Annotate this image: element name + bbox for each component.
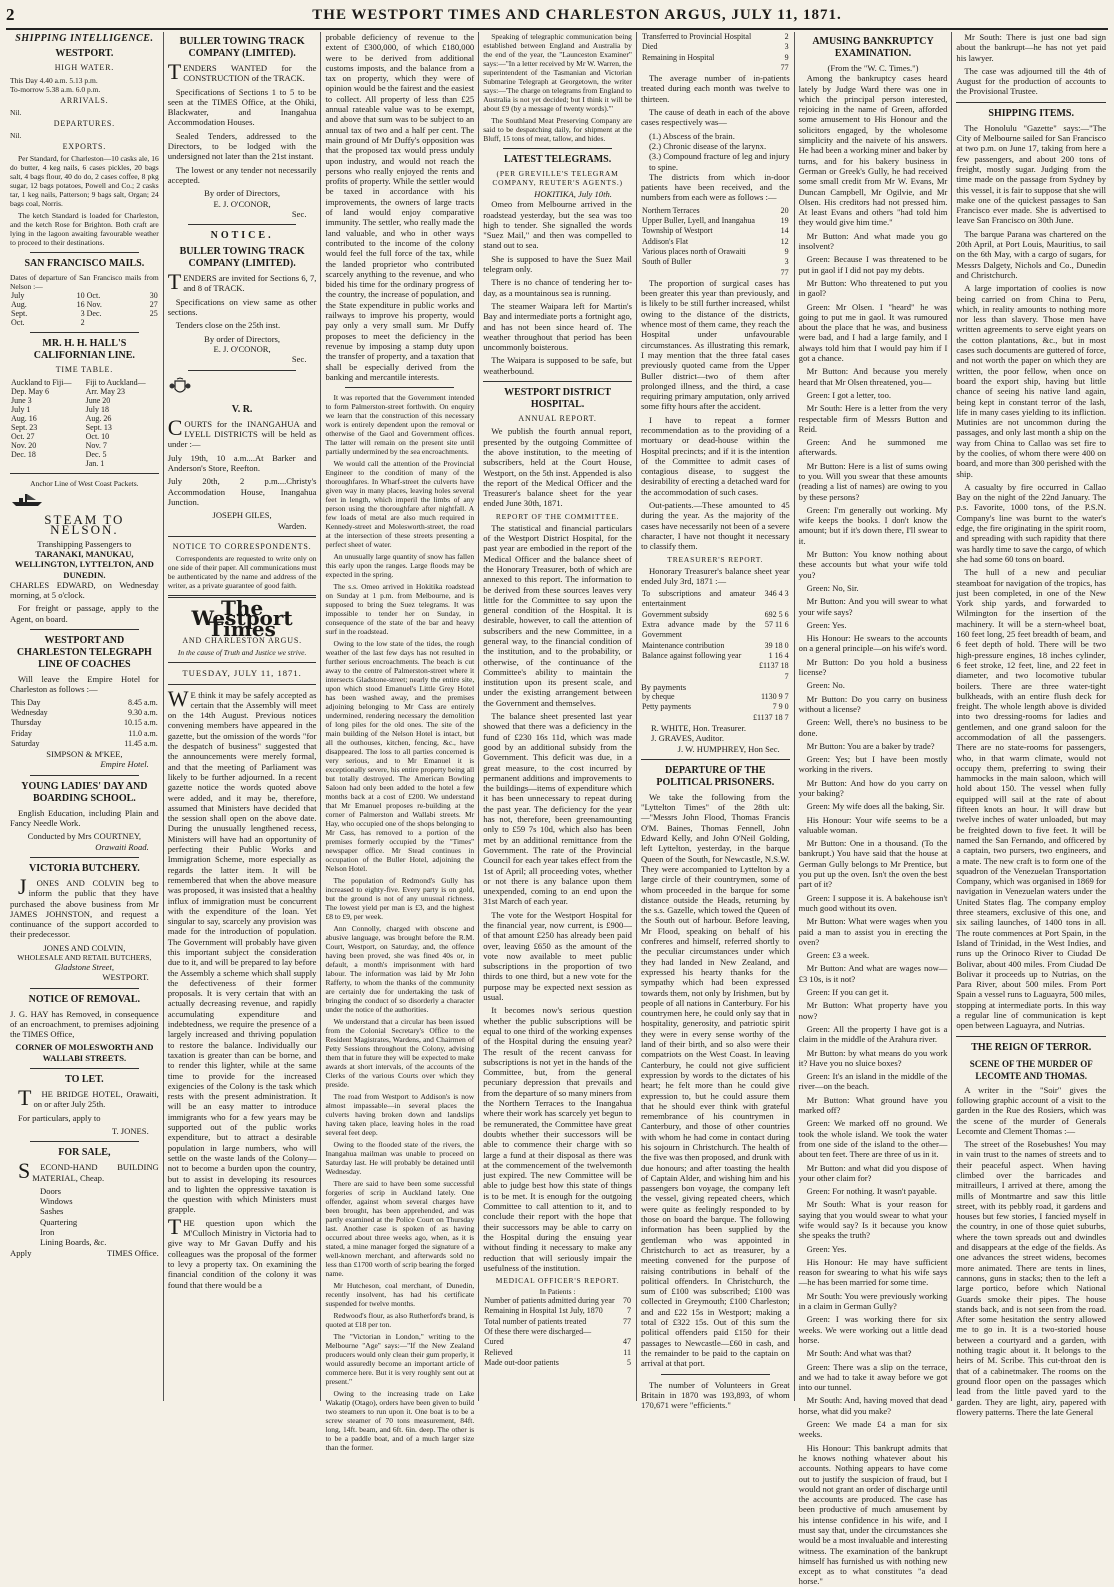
dialog-line: Mr Button: And because you merely heard that Mr Olsen threatened, you— bbox=[798, 366, 948, 387]
greville-credit: (PER GREVILLE'S TELEGRAM COMPANY, REUTER'S AGENTS.) bbox=[492, 169, 623, 187]
masthead-title: THE WESTPORT TIMES AND CHARLESTON ARGUS, JULY 11, 1871. bbox=[312, 6, 842, 23]
white-sig: R. WHITE, Hon. Treasurer. bbox=[650, 723, 747, 733]
hospital-paragraph: It becomes now's serious question whether the public subscriptions will be equal to one third of the working expenses of the Hospital during the ensuing year? The result of the recent canvass for subscriptions is not yet in the hands of the Committee, but, from the general pecuniary depression that prevails and from the departure of so many miners from the Northern Terraces to the Inangahua where their work has scarcely yet begun to be remunerated, the Committee have great doubts whether their successors will be able to commence their charge with so large a fund at their disposal as there was at the commencement of the twelvemonth just expired. The new Committee will be able to judge best how this state of things is to be met. It is enough for the outgoing Committee to call attention to it, and to conclude their report with the hope that their successors may be able to carry on the Hospital during the ensuing year without finding it necessary to make any reduction that will seriously impair the usefulness of the institution. bbox=[483, 1005, 632, 1273]
news-item: The Southland Meat Preserving Company are said to be despatching daily, for shipment at the Bluff, 15 tons of meat, tallow, and hides. bbox=[483, 116, 632, 143]
steam-to-nelson: STEAM TO NELSON. bbox=[44, 512, 125, 538]
list-item: (3.) Compound fracture of leg and injury to spine. bbox=[648, 151, 790, 172]
by-order-2: By order of Directors, bbox=[204, 333, 281, 344]
divider bbox=[30, 775, 139, 776]
dialog-line: Mr South: And, having moved that dead horse, what did you make? bbox=[798, 1395, 948, 1416]
giles-sig: JOSEPH GILES, bbox=[212, 510, 272, 521]
dialog-line: Green: Mr Olsen. I "heard" he was going to put me in gaol. It was rumoured about the place that he was, and business were bad, and I had a large family, and I always told him that I would pay him if I got a chance. bbox=[798, 301, 948, 364]
table-row: Relieved 11 bbox=[484, 1347, 631, 1357]
gladstone-sig: Gladstone Street, bbox=[54, 961, 115, 972]
table-row: Oct. 2 bbox=[11, 318, 85, 328]
dialog-line: Green: We made £4 a man for six weeks. bbox=[798, 1419, 948, 1440]
leader-paragraph-2: THE question upon which the M'Culloch Ministry in Victoria had to give way to Mr Gavan Duffy and his colleagues was the proposal of the former to levy a property tax. On examining the financial condition of the colony it was found that there would be a bbox=[167, 1213, 317, 1290]
wholesale-sig: WHOLESALE AND RETAIL BUTCHERS, bbox=[17, 952, 152, 962]
correspondents-text: Correspondents are requested to write only on one side of their paper. All communications must be authenticated by the name and address of the writer, as a private guarantee of good faith. bbox=[167, 554, 317, 591]
sealed-tenders-text: Sealed Tenders, addressed to the Directors, to be lodged with the undersigned not later than the 21st instant. bbox=[167, 130, 317, 162]
list-item: Iron bbox=[40, 1227, 55, 1238]
dialog-line: Green: We marked off no ground. We took the whole island. We took the water from one side of the island to the other—about ten feet. There are three of us in it. bbox=[798, 1118, 948, 1160]
dialog-line: Mr South: Here is a letter from the very respectable firm of Messrs Button and Reid. bbox=[798, 403, 948, 434]
dialog-line: His Honour: He may have sufficient reason for swearing to what his wife says—he has been married for some time. bbox=[798, 1256, 948, 1288]
dialog-line: Green: It's an island in the middle of the river—on the beach. bbox=[798, 1071, 948, 1092]
annual-report-heading: ANNUAL REPORT. bbox=[518, 414, 597, 424]
terror-paragraph: A writer in the "Soir" gives the following graphic account of a visit to the garden in the Rue des Rosiers, which was the scene of the murder of Generals Lecomte and Clement Thomas :— bbox=[956, 1084, 1107, 1136]
table-row: Of these there were discharged— bbox=[484, 1326, 592, 1336]
table-row: Government subsidy 692 5 6 bbox=[641, 609, 789, 619]
bankruptcy-source: (From the "W. C. Times.") bbox=[827, 63, 919, 73]
table-row: Transferred to Provincial Hospital 2 bbox=[641, 32, 789, 41]
apply-label: Apply bbox=[10, 1247, 32, 1258]
table-row: Maintenance contribution 39 18 0 bbox=[641, 640, 789, 650]
transhipping: Transhipping Passengers to bbox=[37, 538, 132, 549]
table-row: Died 3 bbox=[641, 42, 789, 52]
table-row: £1137 18 7 bbox=[752, 712, 789, 722]
dialog-line: Mr Button: And what made you go insolvent? bbox=[798, 230, 948, 252]
list-item: (1.) Abscess of the brain. bbox=[648, 130, 735, 141]
divider bbox=[30, 1068, 139, 1069]
dialog-line: Mr Button: What ground have you marked off? bbox=[798, 1094, 948, 1116]
murder-scene-heading: SCENE OF THE MURDER OF LECOMTE AND THOMAS. bbox=[969, 1058, 1093, 1081]
table-row: June 3 June 20 bbox=[11, 395, 111, 405]
tenders-close: Tenders close on the 25th inst. bbox=[175, 320, 281, 331]
column-3 bbox=[321, 32, 479, 1453]
telegram-item: There is no chance of tendering her to-day, as a mountainous sea is running. bbox=[483, 277, 632, 298]
divider bbox=[30, 1141, 139, 1142]
departure-heading: DEPARTURE OF THE POLITICAL PRISONERS. bbox=[656, 764, 775, 788]
table-row: Addison's Flat 12 bbox=[641, 236, 789, 246]
table-row: Total number of patients treated 77 bbox=[484, 1316, 631, 1326]
departures-heading: DEPARTURES. bbox=[53, 118, 115, 128]
orawaiti-road: Orawaiti Road. bbox=[95, 841, 149, 852]
table-row: Cured 47 bbox=[484, 1337, 631, 1347]
telegram-item: Omeo from Melbourne arrived in the roadstead yesterday, but the sea was too high to tender. She signalled the words "Suez Mail," and then was compelled to stand out to sea. bbox=[483, 199, 632, 251]
table-row: 77 bbox=[780, 62, 789, 72]
shipping-item: The barque Parana was chartered on the 20th April, at Port Louis, Mauritius, to sail on the 6th May, with a cargo of sugars, for Messrs Dalgety, Nichols and Co., Dunedin and Christchurch. bbox=[956, 228, 1107, 280]
arrivals-nil: Nil. bbox=[10, 107, 22, 117]
dialog-line: Mr Button: Here is a list of sums owing to you. Will you swear that these amounts (reading a list of names) are owing to you by these persons? bbox=[798, 460, 948, 502]
hospital-heading: WESTPORT DISTRICT HOSPITAL. bbox=[504, 387, 612, 411]
table-row: To subscriptions and amateur entertainment 346 4 3 bbox=[641, 589, 789, 609]
second-hand-text: SECOND-HAND BUILDING MATERIAL, Cheap. bbox=[18, 1158, 159, 1184]
table-row: by cheque 1130 9 7 bbox=[641, 692, 789, 702]
dialog-line: His Honour: He swears to the accounts on a general principle—on his wife's word. bbox=[798, 633, 948, 654]
report-paragraph: Out-patients.—These amounted to 45 during the year. As the majority of the cases have necessarily not been of a severe character, I have not thought it necessary to classify them. bbox=[640, 500, 790, 552]
divider bbox=[345, 387, 454, 388]
empire-hotel-sig: Empire Hotel. bbox=[100, 759, 149, 770]
dialog-line: Green: Because I was threatened to be put in gaol if I did not pay my debts. bbox=[798, 254, 948, 275]
table-row: Balance against following year 1 16 4 bbox=[641, 650, 789, 660]
shipping-item: The hull of a new and peculiar steamboat for navigation of the tropics, has just been completed, in one of the New York ship yards, and forwarded to Wilmington for the insertion of the machinery. It will be a stern-wheel boat, 160 feet long, 25 feet breadth of beam, and 6 feet depth of hold. There will be two high-pressure engines, 18 inches cylinder, 6 feet stroke, 12 feet, line, and 22 feet in diameter, and two locomotive tubular boilers. There are three water-tight bulkheads, with an entire flush deck for freight. The whole length above is divided into two dressing-rooms for ladies and gentlemen, and one grand saloon for the accommodation of all the passengers. There are no state-rooms for passengers, who, in that warm climate, would not occupy them, preferring to swing their hammocks in the main saloon, which will hold about 150. The vessel when fully equipped will sail at the rate of about fifteen knots an hour. It will draw but twelve inches of water unloaded, but may be freighted down to five feet. It will be named the San Fernando, and officered by a captain, two pursers, two engineers, and a mate. The new craft is to form one of the squadron of the Venezuelan Transportation Company, which was organised in 1869 for navigation in Venezuelan waters under the United States flag. The company employ three steamers, exclusive of this one, and six sailing launches, of 1400 tons in all. The route commences at Port Spain, in the Island of Trinidad, in the West Indies, and runs up the Orinoco River to Ciudad De Bolivar, about 400 miles. From Ciudad De Bolivar it proceeds up to Nutrias, on the Para River, about 500 miles. From Port Spain a vessel runs to Laguayra, 500 miles, stopping at intermediate ports. In this way a regular line of communication is kept open between Laguayra, and Nutrias. bbox=[956, 567, 1107, 1031]
westport-sig: WESTPORT. bbox=[102, 972, 149, 983]
news-item: The population of Redmond's Gully has increased to eighty-five. Every party is on gold, but the ground is not of any unusual richness. The lowest yield per man is £3, and the highest £8 to £9, per week. bbox=[325, 876, 475, 922]
anchor-line: Anchor Line of West Coast Packets. bbox=[30, 478, 139, 488]
shipping-title: SHIPPING INTELLIGENCE. bbox=[15, 33, 154, 44]
dialog-line: Green: £3 a week. bbox=[806, 950, 870, 961]
btt-heading: BULLER TOWING TRACK COMPANY (LIMITED). bbox=[179, 36, 305, 59]
tjones-sig: T. JONES. bbox=[111, 1125, 149, 1136]
table-row: Friday 11.0 a.m. bbox=[11, 728, 158, 738]
news-item: Owing to the increasing trade on Lake Wakatip (Otago), orders have been given to build two steamers to run upon it. One boat is to be a screw steamer of 70 tons measurement, 84ft. long, 14ft. beam, and 6ft. 6in. deep. The other is to be a paddle boat, and of a much larger size than the former. bbox=[325, 1389, 475, 1453]
hospital-paragraph: The statistical and financial particulars of the Westport District Hospital, for the past year are embodied in the report of the Medical Officer and the balance sheet of the Honorary Treasurer, both of which are annexed to this report. The information to be derived from these sources leaves very little for the Committee to say upon the general condition of the Hospital. It is desirable, however, to call the attention of subscribers and the new Committee, in a general way, to the financial condition of the institution, and to the probability, or otherwise, of the continuance of the Committee's ability to maintain the institution upon its present scale, and under the existing arrangement between the Government and themselves. bbox=[483, 522, 632, 708]
divider bbox=[483, 381, 632, 382]
column-2 bbox=[164, 32, 322, 1401]
court-july20: July 20th, 2 p.m....Christy's Accommodation House, Inangahua Junction. bbox=[167, 476, 317, 507]
by-payments: By payments bbox=[640, 681, 687, 692]
table-row: Extra advance made by the Government 57 11 6 bbox=[641, 620, 789, 640]
dialog-line: Green: And he summoned me afterwards. bbox=[798, 437, 948, 458]
hospital-paragraph: The balance sheet presented last year showed that there was a deficiency in the fund of £230 16s 11d, which was made good by an additional subsidy from the Government. This deficit was due, in a great measure, to the cost incurred by permanent additions and improvements to the buildings—items of expenditure which it has been unnecessary to repeat during the past year. The deficiency for the year has not, therefore, been greenamounting only to £59 7s 10d, which also has been met by an additional remittance from the Government. The rate of the Provincial Council for each year takes effect from the 1st of April; all proceeding votes, whether or not there is any balance upon them unexpended, coming to an end upon the 31st March of each year. bbox=[483, 711, 632, 907]
dialog-line: Mr Button: and what did you dispose of your other claim for? bbox=[798, 1162, 948, 1183]
news-item: An unusually large quantity of snow has fallen this early upon the ranges. Large floods may be expected in the spring. bbox=[325, 552, 475, 580]
jones-colvin-sig: JONES AND COLVIN, bbox=[43, 942, 126, 953]
report-paragraph: The cause of death in each of the above cases respectively was— bbox=[640, 107, 790, 128]
telegram-item: The steamer Waipara left for Martin's Bay and intermediate ports a fortnight ago, and has not been since heard of. The weather throughout that period has been uncommonly boisterous. bbox=[483, 300, 632, 353]
districts-table bbox=[641, 206, 790, 278]
english-education: English Education, including Plain and Fancy Needle Work. bbox=[10, 807, 159, 829]
dialog-line: Green: No, Sir. bbox=[806, 582, 859, 593]
dialog-line: Green: There was a slip on the terrace, and we had to take it away before we got into our tunnel. bbox=[798, 1361, 948, 1393]
ketch-text: The ketch Standard is loaded for Charleston, and the ketch Rose for Brighton. Both craft are lying in the lagoon awaiting favourable weather to proceed to their destinations. bbox=[10, 211, 159, 248]
time-table-heading: TIME TABLE. bbox=[55, 365, 114, 375]
dialog-line: Green: Well, there's no business to be done. bbox=[798, 717, 948, 738]
removal-heading: NOTICE OF REMOVAL. bbox=[28, 993, 141, 1005]
divider bbox=[641, 759, 790, 760]
latest-telegrams-heading: LATEST TELEGRAMS. bbox=[503, 154, 612, 165]
balance-sheet-heading: Honorary Treasurer's balance sheet year ended July 3rd, 1871 :— bbox=[640, 565, 790, 586]
btt-heading-2: BULLER TOWING TRACK COMPANY (LIMITED). bbox=[179, 246, 305, 270]
news-item: We would call the attention of the Provincial Engineer to the condition of many of the thoroughfares. In Wharf-street the culverts have given way in many places, leaving holes several feet in length, which imperil the limbs of any person using the thoroughfare after nightfall. A few loads of metal are also much required in Kennedy-street and Molesworth-street, the road at the intersection of these streets presenting a perfect sheet of water. bbox=[325, 459, 475, 550]
for-sale-heading: FOR SALE, bbox=[58, 1147, 111, 1159]
coach-table bbox=[10, 698, 159, 749]
ship-icon bbox=[10, 491, 44, 507]
dialog-list bbox=[799, 231, 948, 1587]
particulars: For particulars, apply to bbox=[18, 1112, 101, 1123]
dialog-line: Mr Button: Do you hold a business license? bbox=[798, 656, 948, 678]
bankruptcy-heading: AMUSING BANKRUPTCY EXAMINATION. bbox=[812, 36, 934, 59]
news-item: The s.s. Omeo arrived in Hokitika roadstead on Sunday at 1 p.m. from Melbourne, and is supposed to bring the Suez telegrams. It was impossible to tender her on Sunday, in consequence of the state of the bar and heavy surf in the roadstead. bbox=[325, 582, 475, 637]
committee-report-heading: REPORT OF THE COMMITTEE. bbox=[495, 511, 620, 521]
reign-of-terror-heading: THE REIGN OF TERROR. bbox=[971, 1041, 1092, 1053]
high-water-today: This Day 4.40 a.m. 5.13 p.m. bbox=[10, 75, 98, 85]
divider bbox=[188, 370, 297, 371]
news-item: We understand that a circular has been issued from the Colonial Secretary's Office to the Resident Magistrates, Wardens, and Chairmen of Petty Sessions throughout the Colony, advising them that in future they will be expected to make awards at short intervals, of the accounts of the Clerks of the various Courts over which they preside. bbox=[325, 1017, 475, 1090]
table-row: Jan. 1 bbox=[85, 458, 105, 468]
court-july19: July 19th, 10 a.m....At Barker and Anderson's Store, Reefton. bbox=[167, 452, 317, 474]
table-row: Remaining in Hospital 1st July, 1870 7 bbox=[484, 1306, 631, 1316]
table-row: Nov. 20 Nov. 7 bbox=[11, 440, 107, 450]
bankruptcy-adjourned: The case was adjourned till the 4th of August for the production of accounts to the Provisional Trustee. bbox=[956, 65, 1107, 97]
news-item: It was reported that the Government intended to form Palmerston-street forthwith. On enquiry we learn that the construction of this necessary work is entirely dependent upon the removal or otherwise of the Gaol and Government offices. The latter will remain on the present site until partially undermined by the sea encroachments. bbox=[325, 393, 475, 457]
bridge-hotel-text: THE BRIDGE HOTEL, Orawaiti, on or after July 25th. bbox=[18, 1085, 159, 1111]
list-item: Sashes bbox=[40, 1206, 64, 1217]
dialog-line: Mr Button: One in a thousand. (To the bankrupt.) You have said that the house at German Gully belongs to Mr Prentice, but you put up the oven. Isn't the oven the best part of it? bbox=[798, 838, 948, 890]
time-table bbox=[10, 378, 159, 468]
dialog-line: Mr South: What is your reason for saying that you would swear to what your wife would say? Is it because you know she speaks the truth? bbox=[798, 1199, 948, 1241]
table-row: Northern Terraces 20 bbox=[641, 205, 789, 215]
dialog-line: Green: My wife does all the baking, Sir. bbox=[806, 801, 945, 812]
news-item: Redwood's flour, as also Rutherford's brand, is quoted at £18 per ton. bbox=[325, 1311, 475, 1330]
dateline: TUESDAY, JULY 11, 1871. bbox=[182, 668, 302, 679]
table-row: July 10 Oct. 30 bbox=[11, 291, 158, 301]
divider bbox=[30, 332, 139, 333]
dialog-line: Green: Yes. bbox=[806, 619, 847, 630]
columns bbox=[6, 32, 1110, 1587]
destinations: TARANAKI, MANUKAU, WELLINGTON, LYTTELTON, AND DUNEDIN. bbox=[14, 548, 154, 580]
table-row: South of Buller 3 bbox=[641, 257, 789, 267]
table-row: Dec. 18 Dec. 5 bbox=[11, 449, 107, 459]
arrivals-heading: ARRIVALS. bbox=[60, 95, 109, 105]
graves-sig: J. GRAVES, Auditor. bbox=[650, 733, 725, 744]
bankruptcy-intro: Among the bankruptcy cases heard lately by Judge Ward there was one in which the principal person interested, rejoicing in the name of Green, afforded some amusement to His Honour and the solicitors engaged, by the wholesome simplicity and the naivete of his answers. He had been a working miner and baker by turns, and for his bakery business in German or Greek's Gully, he had received some small credit from Mr W. Evans, Mr Duncan Campbell, Mr Ogilvie, and Mr Olsen. His creditors had not pressed him. At least Evans and others "had told him they would give him time." bbox=[798, 73, 948, 228]
sec-sig-2: Sec. bbox=[291, 354, 307, 365]
news-item: Mr Hutcheson, coal merchant, of Dunedin, recently insolvent, has had his certificate suspended for twelve months. bbox=[325, 1281, 475, 1309]
conducted-by: Conducted by Mrs COURTNEY, bbox=[27, 831, 142, 842]
dialog-line: Green: If you can get it. bbox=[806, 987, 889, 998]
telegram-item: She is supposed to have the Suez Mail telegram only. bbox=[483, 253, 632, 275]
dialog-line: His Honour: This bankrupt admits that he knows nothing whatever about his accounts. Nothing appears to have come out to justify the suspicion of fraud, but I would not grant an order of discharge until the accounts are produced. The case has been productive of much amusement by his intense confidence in his wife, and I must say that, under the circumstances she would be a most invaluable and interesting witness. The examination of the bankrupt himself has furnished us with nothing new except as to what constitutes "a dead horse." bbox=[798, 1442, 948, 1587]
table-row: July 1 July 18 bbox=[11, 404, 109, 414]
dialog-line: Green: I got a letter, too. bbox=[806, 389, 892, 400]
table-row: Remaining in Hospital 9 bbox=[641, 52, 789, 62]
table-row: Various places north of Orawaiti 9 bbox=[641, 246, 789, 256]
hospital-paragraph: We publish the fourth annual report, presented by the outgoing Committee of the above institution, to the meeting of subscribers, held at the Court House, Westport, on the 5th inst. Appended is also the report of the Medical Officer and the Treasurer's balance sheet for the year ended June 30th, 1871. bbox=[483, 426, 632, 509]
paper-nameplate: The Westport Times bbox=[191, 596, 293, 641]
dialog-line: Mr Button: And what are wages now—£3 10s, is it not? bbox=[798, 963, 948, 984]
list-item: Lining Boards, &c. bbox=[40, 1237, 107, 1248]
victoria-butchery-heading: VICTORIA BUTCHERY. bbox=[28, 862, 140, 874]
dialog-line: Mr South: And what was that? bbox=[806, 1348, 912, 1359]
column-7 bbox=[952, 32, 1110, 1417]
simpson-sig: SIMPSON & M'KEE, bbox=[46, 749, 123, 760]
table-row: 77 bbox=[780, 267, 789, 277]
dialog-line: Mr Button: What property have you now? bbox=[798, 1000, 948, 1021]
in-patients-label: In Patients : bbox=[539, 1287, 576, 1297]
humphrey-sig: J. W. HUMPHREY, Hon Sec. bbox=[677, 743, 780, 754]
list-item: (2.) Chronic disease of the larynx. bbox=[648, 140, 767, 151]
divider bbox=[956, 1036, 1106, 1037]
apply-row bbox=[10, 1248, 159, 1258]
leader-paragraph-1: WE think it may be safely accepted as certain that the Assembly will meet on the 14th August. Previous notices convening members have appeared in the gazette, but the omission of the words "for the despatch of business" suggested that the announcements were merely formal, and that the meeting of Parliament was likely to be further adjourned. In a recent gazette notice the words quoted above were added, and it may be, therefore, assumed that Ministers have decided that the session shall open on the above date. During the unusually lengthened recess, Ministers will have had an opportunity of perfecting their Public Works and Immigration Scheme, more especially as regards the latter item. It will be remembered that when the above measure was proposed, it was insisted that a healthy influx of immigration must be concurrent with the expenditure of the loan. Yet singular to say, scarcely any provision was made for the introduction of population. The Government will probably have given this important subject the consideration due to it, and will be prepared to lay before the Assembly a scheme which shall supply the defectiveness of their former proposals. It is very certain that with an actually decreasing revenue, and rapidly accumulating expenditure and indebtedness, we require the presence of a largely increased and thriving population to restore the balance. Individually our taxation is greater than can be borne, and to render this lighter, while at the same time to provide for the increased exigencies of the Colony is the task which rests with the present administration. It will be an easy matter to introduce immigrants who for a few years may be supported out of the public works expenditure, but to attract a desirable population in large numbers, who will settle on the waste lands of the Colony—not to become a burden upon the country, but to assist in developing its resources and to lighten the oppressive taxation is the question with which Ministers must grapple. bbox=[167, 685, 317, 1215]
table-row: Upper Buller, Lyell, and Inangahua 19 bbox=[641, 216, 789, 226]
to-let-heading: TO LET. bbox=[65, 1074, 104, 1086]
high-water-heading: HIGH WATER. bbox=[54, 63, 115, 73]
dialog-line: Mr Button: Do you carry on business without a license? bbox=[798, 693, 948, 714]
table-row: Made out-door patients 5 bbox=[484, 1357, 631, 1367]
divider bbox=[30, 252, 139, 253]
departures-nil: Nil. bbox=[10, 131, 22, 141]
dialog-line: Green: For nothing. It wasn't payable. bbox=[806, 1186, 937, 1197]
table-row: Township of Westport 14 bbox=[641, 226, 789, 236]
dialog-line: Green: Yes. bbox=[806, 1243, 847, 1254]
oconor-sig: E. J. O'CONOR, bbox=[213, 198, 271, 209]
column-1 bbox=[6, 32, 164, 1401]
spec-view-text: Specifications on view same as other sections. bbox=[167, 296, 317, 318]
table-row: Oct. 27 Oct. 10 bbox=[11, 431, 110, 441]
young-ladies-heading: YOUNG LADIES' DAY AND BOARDING SCHOOL. bbox=[21, 780, 148, 804]
news-item: There are said to have been some successful forgeries of scrip in Auckland lately. One offender, against whom several charges have been brought, has been apprehended, and was partly examined at the Police Court on Thursday last. Another case is spoken of as having occurred about three weeks ago, when, as it is stated, a mine manager forged the signature of a well-known merchant, and afterwards sold no less than £1700 worth of scrip bearing the forged name. bbox=[325, 1179, 475, 1279]
hall-line-heading: MR. H. H. HALL'S CALIFORNIAN LINE. bbox=[33, 338, 135, 362]
dialog-line: His Honour: Your wife seems to be a valuable woman. bbox=[798, 814, 948, 835]
payments-table bbox=[641, 692, 790, 723]
high-water-tomorrow: To-morrow 5.38 a.m. 6.0 p.m. bbox=[10, 84, 101, 94]
lowest-tender-text: The lowest or any tender not necessarily accepted. bbox=[167, 164, 317, 185]
exports-heading: EXPORTS. bbox=[62, 142, 107, 152]
by-order: By order of Directors, bbox=[204, 188, 281, 199]
hokitika-dateline: HOKITIKA, July 10th. bbox=[534, 189, 612, 199]
times-office-label: TIMES Office. bbox=[106, 1247, 159, 1258]
list-item: Doors bbox=[40, 1185, 62, 1196]
list-item: Quartering bbox=[40, 1216, 78, 1227]
column-5 bbox=[637, 32, 795, 1411]
balance-table bbox=[641, 589, 790, 682]
sf-mails-heading: SAN FRANCISCO MAILS. bbox=[24, 258, 145, 270]
dialog-line: Green: Yes; but I have been mostly working in the rivers. bbox=[798, 754, 948, 775]
medical-table bbox=[483, 1296, 632, 1368]
dialog-line: Mr Button: What were wages when you paid a man to assist you in erecting the oven? bbox=[798, 916, 948, 947]
dialog-line: Mr Button: by what means do you work it? Have you no sluice boxes? bbox=[798, 1047, 948, 1068]
leader-continued: probable deficiency of revenue to the extent of £300,000, of which £180,000 were to be derived from additional customs imposts, and the balance from a tax on property, which they were of opinion would be the fairest and the easiest to collect. All property of less than £25 annual rateable value was to be exempt, and above that sum was to be subject to an annual tax of two and a half per cent. The main ground of Mr Duffy's opposition was that the proposed tax would press unduly upon industry, and would not reach the persons who really enjoyed the rents and profits of property. While the settler would be taxed in accordance with his improvements, the owners of large tracts of land would enjoy comparative immunity. The settler, who really made the land valuable, and who in other ways contributed to the income of the colony would feel the full force of the tax, while the landed proprietor who contributed scarcely anything to the revenue, and who bided his time for the ordinary progress of the country, the increase of population, and the State expenditure in public works and railways to improve his property, would pay only a very small sum. Mr Duffy proposes to meet the deficiency in the revenue by imposing a stamp duty upon the transfer of property, and a taxation that shall be especially derived from the banking and mercantile interests. bbox=[325, 32, 475, 382]
table-row: Number of patients admitted during year 70 bbox=[484, 1296, 631, 1306]
news-item: Ann Connolly, charged with obscene and abusive language, was brought before the R.M. Court, Westport, on Saturday, and, the offence having been proved, she was fined 40s or, in default, a month's imprisonment with hard labour. The information was laid by Mr John Rafferty, to whom the thanks of the community are certainly due for undertaking the task of bringing the conduct of so disorderly a character under the notice of the authorities. bbox=[325, 924, 475, 1015]
oconor-sig-2: E. J. O'CONOR, bbox=[213, 343, 271, 354]
divider bbox=[30, 988, 139, 989]
mail-table bbox=[10, 291, 159, 327]
terror-paragraph: The street of the Rosebushes! You may in vain trust to the names of streets and to their peaceful aspect. When having climbed over the barricades and mitrailleurs, I arrived at there, among the mills of Montmartre and saw this little street, with its pebbly road, it gardens and houses but few stories, I fancied myself in the country, in one of those quiet suburbs, where the town spreads out and dwindles and disappears at the edge of the fields. As one advances the street widens, becomes more animated. There are tents in lines, cannons, guns in stacks; then to the left a large portico, before which National Guards smoke their pipes. The house stands back, and is not seen from the road. After some hesitation the sentry allowed me to go in. It is a two-storied house between a courtyard and a garden, with nothing tragic about it. It belongs to the heirs of M. Scribe. This cut-throat den is that of a cabinetmaker. The rooms on the ground floor open on the passages which lead from the little paved yard to the garden. They are light, airy, papered with flowery patterns. There the late General bbox=[956, 1139, 1107, 1417]
dialog-line: Mr South: You were previously working in a claim in German Gully? bbox=[798, 1290, 948, 1312]
volunteers-text: The number of Volunteers in Great Britain in 1870 was 193,893, of whom 170,671 were "efficients." bbox=[640, 1379, 790, 1411]
departure-text: We take the following from the "Lyttelton Times" of the 28th ult:—"Messrs John Flood, Thomas Francis O'M. Baines, Thomas Fennell, John Edward Kelly, and John O'Neil Golding, left Lyttelton, yesterday, in the barque Queen of the South, for Newcastle, N.S.W. They were accompanied to Lyttelton by a large circle of their countrymen, some of whom proceeded in the barque for some distance outside the Heads, returning by the s.s. Gazelle, which towed the Queen of the South out of harbour. Before leaving, Mr Flood, speaking on behalf of his confreres and himself, referred shortly to the peculiar circumstances under which they had landed in New Zealand, and expressed his hearty thanks for the sympathy which had been expressed towards them, not only by Irishmen, but by people of all nations in Canterbury. For his countrymen here, he could only say that in hospitality, generosity, and patriotic spirit they were in every sense worthy of the land of their birth, and so also were their compatriots on the West Coast. In leaving Canterbury, he could not give sufficient expression by words to the dictates of his heart; he felt more than he could give expression to, but he could assure them that he should ever think with grateful remembrance of his countrymen in Canterbury, and those of other countries with whom he had come in contact during his sojourn in Christchurch. The health of the five was then proposed, and drunk with due honours; and after toasting the health of Captain Alder, and wishing him and his passengers bon voyage, the company left the vessel, giving repeated cheers, which were quite as feelingly responded to by those on board the barque. The following information has been supplied by the gentleman who was appointed in Christchurch to act as treasurer, by a meeting convened for the purpose of raising contributions in behalf of the political offenders. In Christchurch, the sum of £100 was subscribed; £100 was collected in Greymouth; £100 Charleston; and and £22 15s in Westport; making a total of £322 15s. Out of this sum the political offenders paid £150 for their passages to Newcastle—£60 in cash, and the remainder to be paid to the captain on arrival at that port. bbox=[640, 791, 790, 1369]
table-row: Aug. 16 Aug. 26 bbox=[11, 413, 112, 423]
divider bbox=[661, 1374, 770, 1375]
notice-heading: NOTICE. bbox=[210, 230, 274, 242]
tenders-invited: TENDERS are invited for Sections 6, 7, and 8 of TRACK. bbox=[167, 269, 317, 295]
news-item: Owing to the flooded state of the rivers, the Inangahua mailman was unable to proceed on Saturday last. He will probably be detained until Wednesday. bbox=[325, 1140, 475, 1177]
table-row: This Day 8.45 a.m. bbox=[11, 697, 158, 707]
sf-dates: Dates of departure of San Francisco mails from Nelson :— bbox=[10, 273, 159, 292]
courts-text: COURTS for the INANGAHUA and LYELL DISTRICTS will be held as under :— bbox=[167, 414, 317, 450]
corner-streets: CORNER OF MOLESWORTH AND WALLABI STREETS. bbox=[15, 1042, 154, 1063]
sec-sig: Sec. bbox=[291, 208, 307, 219]
list-item: Windows bbox=[40, 1196, 73, 1207]
divider bbox=[168, 684, 317, 685]
dialog-line: Green: No. bbox=[806, 680, 845, 691]
shipping-items-heading: SHIPPING ITEMS. bbox=[988, 107, 1074, 119]
report-paragraph: The proportion of surgical cases has been greater this year than previously, and is likely to be still further increased, whilst owing to the distance of the districts, whence most of them came, they reach the Hospital under unfavourable circumstances. As illustrating this remark, I may mention that the three fatal cases previously quoted came from the Upper Buller district—two of them after prolonged illness, and the third, a case requiring primary amputation, only arrived some fifty hours after the accident. bbox=[640, 277, 790, 412]
report-paragraph: I have to repeat a former recommendation as to the providing of a mortuary or dead-house within the Hospital precincts; and if it is the intention of the Committee to admit cases of contagious disease, to suggest the desirability of erecting a detached ward for the accommodation of such cases. bbox=[640, 414, 790, 497]
divider bbox=[168, 536, 317, 537]
news-item: Owing to the low state of the tides, the rough weather of the last few days has not resulted in further serious encroachments. The beach is cut away to the centre of Palmerston-street where it intersects Gladstone-street; nearly the entire site, upon which stood Emanuel's Little Grey Hotel has been washed away, and the premises adjoining belonging to Mr Cass are entirely undermined, rendering necessary the demolition of long piles for the old ones. The site of the main building of the Nelson Hotel is intact, but all the outhouses, kitchen, fencing, &c., have disappeared. The loss to all parties concerned is very serious, and to Mr Emanuel it is exceptionally severe, his entire property being all but totally destroyed. The American Bowling Saloon had only been added to the hotel a few months back at a cost of £200. We understand that Mr Emanuel proposes re-building at the corner of Palmerston and Wallabi streets. Mr Hay, who occupied one of the shops belonging to Mr Cass, has removed to a portion of the premises formerly occupied by the "Times" newspaper office. Mr Stead continues in occupation of the Buller Hotel, adjoining the Nelson Hotel. bbox=[325, 639, 475, 874]
divider bbox=[956, 102, 1106, 103]
table-row: Petty payments 7 9 0 bbox=[641, 702, 789, 712]
table-row: Aug. 16 Nov. 27 bbox=[11, 300, 158, 310]
dialog-line: Mr Button: You know nothing about these accounts but what your wife told you? bbox=[798, 549, 948, 580]
dialog-line: Green: I suppose it is. A bakehouse isn't much good without its oven. bbox=[798, 892, 948, 913]
column-6 bbox=[795, 32, 953, 1587]
patients-continued-table bbox=[641, 32, 790, 73]
dialog-line: Green: I'm generally out working. My wife keeps the books. I don't know the amount; but if it's down there, I'll swear to it. bbox=[798, 504, 948, 546]
table-row: Dep. May 6 Arr. May 23 bbox=[11, 386, 125, 396]
causes-list bbox=[641, 131, 790, 172]
exports-text: Per Standard, for Charleston—10 casks ale, 16 do butter, 4 keg nails, 6 cases pickles, 20 bags salt, 4 bags flour, 40 do do, 2 cases coffee, 8 pkg sugar, 12 bags potatoes, Powell and Co.; 2 casks tar, 1 keg nails, Patterson; 9 bags salt, Organ; 24 bags coal, Norris. bbox=[10, 154, 159, 209]
news-item: The road from Westport to Addison's is now almost impassable—in several places the culverts having broken down and landslips having taken place, leaving holes in the road several feet deep. bbox=[325, 1092, 475, 1138]
column-4 bbox=[479, 32, 637, 1401]
and-argus: AND CHARLESTON ARGUS. bbox=[182, 635, 302, 645]
will-leave: Will leave the Empire Hotel for Charleston as follows :— bbox=[10, 674, 159, 695]
royal-arms-icon bbox=[168, 378, 192, 396]
bankruptcy-end: Mr South: There is just one bad sign about the bankrupt—he has not yet paid his lawyer. bbox=[956, 32, 1107, 63]
page-number: 2 bbox=[6, 5, 15, 24]
shipping-item: The Honolulu "Gazette" says:—"The City of Melbourne sailed for San Francisco at two p.m. on June 17, taking from here a few passengers, and about 200 tons of freight, mostly sugar. Judging from the time made on the passage from Sydney by this vessel, it is fair to suppose that she will make one of the quickest passages to San Francisco ever made. She is advertised to leave San Francisco on 30th June. bbox=[956, 122, 1107, 226]
jones-colvin-text: JONES AND COLVIN beg to inform the public that they have purchased the above business from Mr JAMES JOHNSTON, and request a continuance of the support accorded to their predecessor. bbox=[10, 873, 159, 940]
divider bbox=[188, 224, 297, 225]
hospital-paragraph: The vote for the Westport Hospital for the financial year, now current, is £900—of that amount £250 has already been paid over, leaving £650 as the amount of the vote now available to meet public subscriptions in the proportion of two thirds to one third, but a new vote for the purpose may be expected next session as usual. bbox=[483, 909, 632, 1003]
charles-edward: CHARLES EDWARD, on Wednesday morning, at 5 o'clock. bbox=[10, 579, 159, 601]
divider bbox=[30, 857, 139, 858]
treasurer-report-heading: TREASURER'S REPORT. bbox=[667, 554, 764, 564]
motto: In the cause of Truth and Justice we strive. bbox=[177, 648, 307, 658]
divider bbox=[30, 629, 139, 630]
westport-heading: WESTPORT. bbox=[55, 48, 114, 60]
shipping-item: A large importation of coolies is now being carried on from China to Peru, which, in reality amounts to nothing more nor less than slavery. Those men have written agreements to serve eight years on the cotton plantations, &c., but in most cases such documents are guttered of force, and not worth the paper on which they are written, the poor fellow, when once on board the export ship, having but little chance of seeing his native land again, being kept in constant terror of the lash, life in many cases yielding to its infliction. Mutinies are not uncommon during the passages, and only last month a ship on the way from China to Callao was set fire to by the coolies, of whom there were 400 on board, and more than 300 perished with the ship. bbox=[956, 283, 1107, 479]
news-item: The "Victorian in London," writing to the Melbourne "Age" says:—"If the New Zealand producers would only clean their gum properly, it would assuredly become an important article of commerce here. But it is very roughly sent out at present." bbox=[325, 1332, 475, 1387]
table-row: Wednesday 9.30 a.m. bbox=[11, 707, 158, 717]
warden-sig: Warden. bbox=[277, 520, 307, 531]
divider bbox=[10, 473, 159, 474]
freight-note: For freight or passage, apply to the Agent, on board. bbox=[10, 603, 159, 624]
table-row: Sept. 23 Sept. 13 bbox=[11, 422, 112, 432]
dialog-line: Mr Button: You are a baker by trade? bbox=[806, 740, 935, 751]
table-row: £1137 18 7 bbox=[758, 661, 789, 681]
report-paragraph: The average number of in-patients treated during each month was twelve to thirteen. bbox=[640, 73, 790, 104]
dialog-line: Green: I was working there for six weeks. We were working out a little dead horse. bbox=[798, 1314, 948, 1345]
medical-report-heading: MEDICAL OFFICER'S REPORT. bbox=[495, 1276, 620, 1286]
table-row: Auckland to Fiji— Fiji to Auckland— bbox=[11, 377, 146, 387]
correspondents-heading: NOTICE TO CORRESPONDENTS. bbox=[172, 541, 312, 551]
masthead bbox=[6, 2, 1108, 30]
report-paragraph: The districts from which in-door patients have been received, and the numbers from each were as follows :— bbox=[640, 171, 790, 203]
dialog-line: Green: All the property I have got is a claim in the middle of the Arahura river. bbox=[798, 1023, 948, 1045]
tenders-wanted: TENDERS WANTED for the CONSTRUCTION of the TRACK. bbox=[167, 59, 317, 84]
divider bbox=[503, 148, 612, 149]
dialog-line: Mr Button: Who threatened to put you in gaol? bbox=[798, 277, 948, 299]
specifications-text: Specifications of Sections 1 to 5 to be seen at the TIMES Office, at the Ohiki, Blackwater, and Inangahua Accommodation Houses. bbox=[167, 86, 317, 128]
telegram-item: The Waipara is supposed to be safe, but weatherbound. bbox=[483, 355, 632, 376]
shipping-item: A casualty by fire occurred in Callao Bay on the night of the 22nd January. The p.s. Favorite, 1000 tons, of the P.S.N. Company's line was burnt to the water's edge, the fire originating in the spirit room, and spreading with such rapidity that there was hardly time to save the cargo, of which she had some 60 tons on board. bbox=[956, 481, 1107, 564]
hay-text: J. G. HAY has Removed, in consequence of an encroachment, to premises adjoining the TIMES Office, bbox=[10, 1008, 159, 1040]
news-item: Speaking of telegraphic communication being established between England and Australia by the end of the year, the "Launceston Examiner" says:—"In a letter received by Mr W. Warren, the superintendent of the Tasmanian and Victorian Submarine Telegraph at Georgetown, the writer says:—'The charge on telegrams from England to Australia is not yet decided; but I think it will be about £9 (by a message of twenty words).'" bbox=[483, 32, 632, 113]
dialog-line: Mr Button: And you will swear to what your wife says? bbox=[798, 596, 948, 617]
materials-list bbox=[10, 1186, 159, 1248]
vr-heading: V. R. bbox=[231, 403, 253, 415]
table-row: Saturday 11.45 a.m. bbox=[11, 738, 158, 748]
table-row: Thursday 10.15 a.m. bbox=[11, 718, 158, 728]
coaches-heading: WESTPORT AND CHARLESTON TELEGRAPH LINE OF COACHES bbox=[16, 635, 152, 671]
dialog-line: Mr Button: And how do you carry on your baking? bbox=[798, 777, 948, 798]
table-row: Sept. 3 Dec. 25 bbox=[11, 309, 158, 319]
divider bbox=[168, 662, 317, 663]
